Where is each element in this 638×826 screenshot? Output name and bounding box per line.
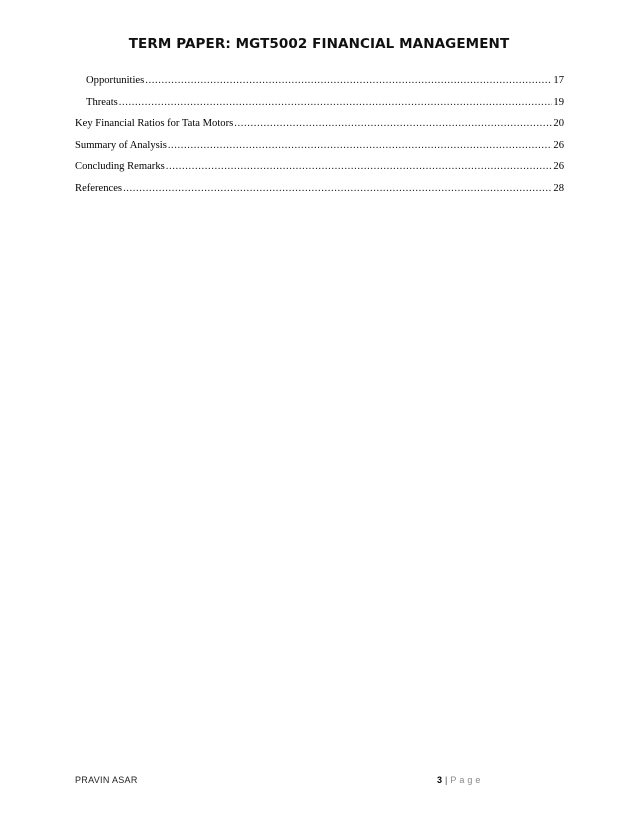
toc-entry-page: 26 — [553, 139, 564, 151]
toc-entry-label: Threats — [86, 96, 118, 108]
toc-entry-opportunities[interactable] — [75, 70, 564, 92]
footer-page-word: Page — [450, 775, 484, 785]
toc-entry-label: Key Financial Ratios for Tata Motors — [75, 118, 234, 130]
toc-entry-page: 28 — [553, 182, 564, 194]
toc-dot-leader — [119, 92, 553, 114]
footer-separator: | — [445, 775, 448, 785]
table-of-contents — [75, 70, 564, 200]
toc-dot-leader — [234, 113, 552, 135]
toc-entry-concluding-remarks[interactable] — [75, 156, 564, 178]
toc-entry-threats[interactable] — [75, 92, 564, 114]
footer-author: PRAVIN ASAR — [75, 775, 138, 785]
toc-entry-page: 17 — [553, 75, 564, 86]
toc-entry-summary-of-analysis[interactable] — [75, 135, 564, 157]
toc-entry-label: Summary of Analysis — [75, 139, 167, 151]
toc-entry-page: 26 — [553, 161, 564, 173]
toc-entry-label: Concluding Remarks — [75, 161, 165, 173]
page-header-title: TERM PAPER: MGT5002 FINANCIAL MANAGEMENT — [128, 36, 510, 52]
toc-dot-leader — [145, 70, 552, 92]
toc-entry-label: References — [75, 182, 123, 194]
toc-dot-leader — [123, 178, 552, 200]
toc-entry-references[interactable] — [75, 178, 564, 200]
footer-page-number: 3 — [437, 775, 443, 785]
toc-dot-leader — [166, 156, 553, 178]
toc-entry-page: 19 — [553, 96, 564, 108]
toc-entry-label: Opportunities — [86, 75, 145, 86]
toc-entry-key-financial-ratios[interactable] — [75, 113, 564, 135]
footer-page-indicator — [437, 775, 483, 785]
toc-entry-page: 20 — [553, 118, 564, 130]
toc-dot-leader — [168, 135, 553, 157]
